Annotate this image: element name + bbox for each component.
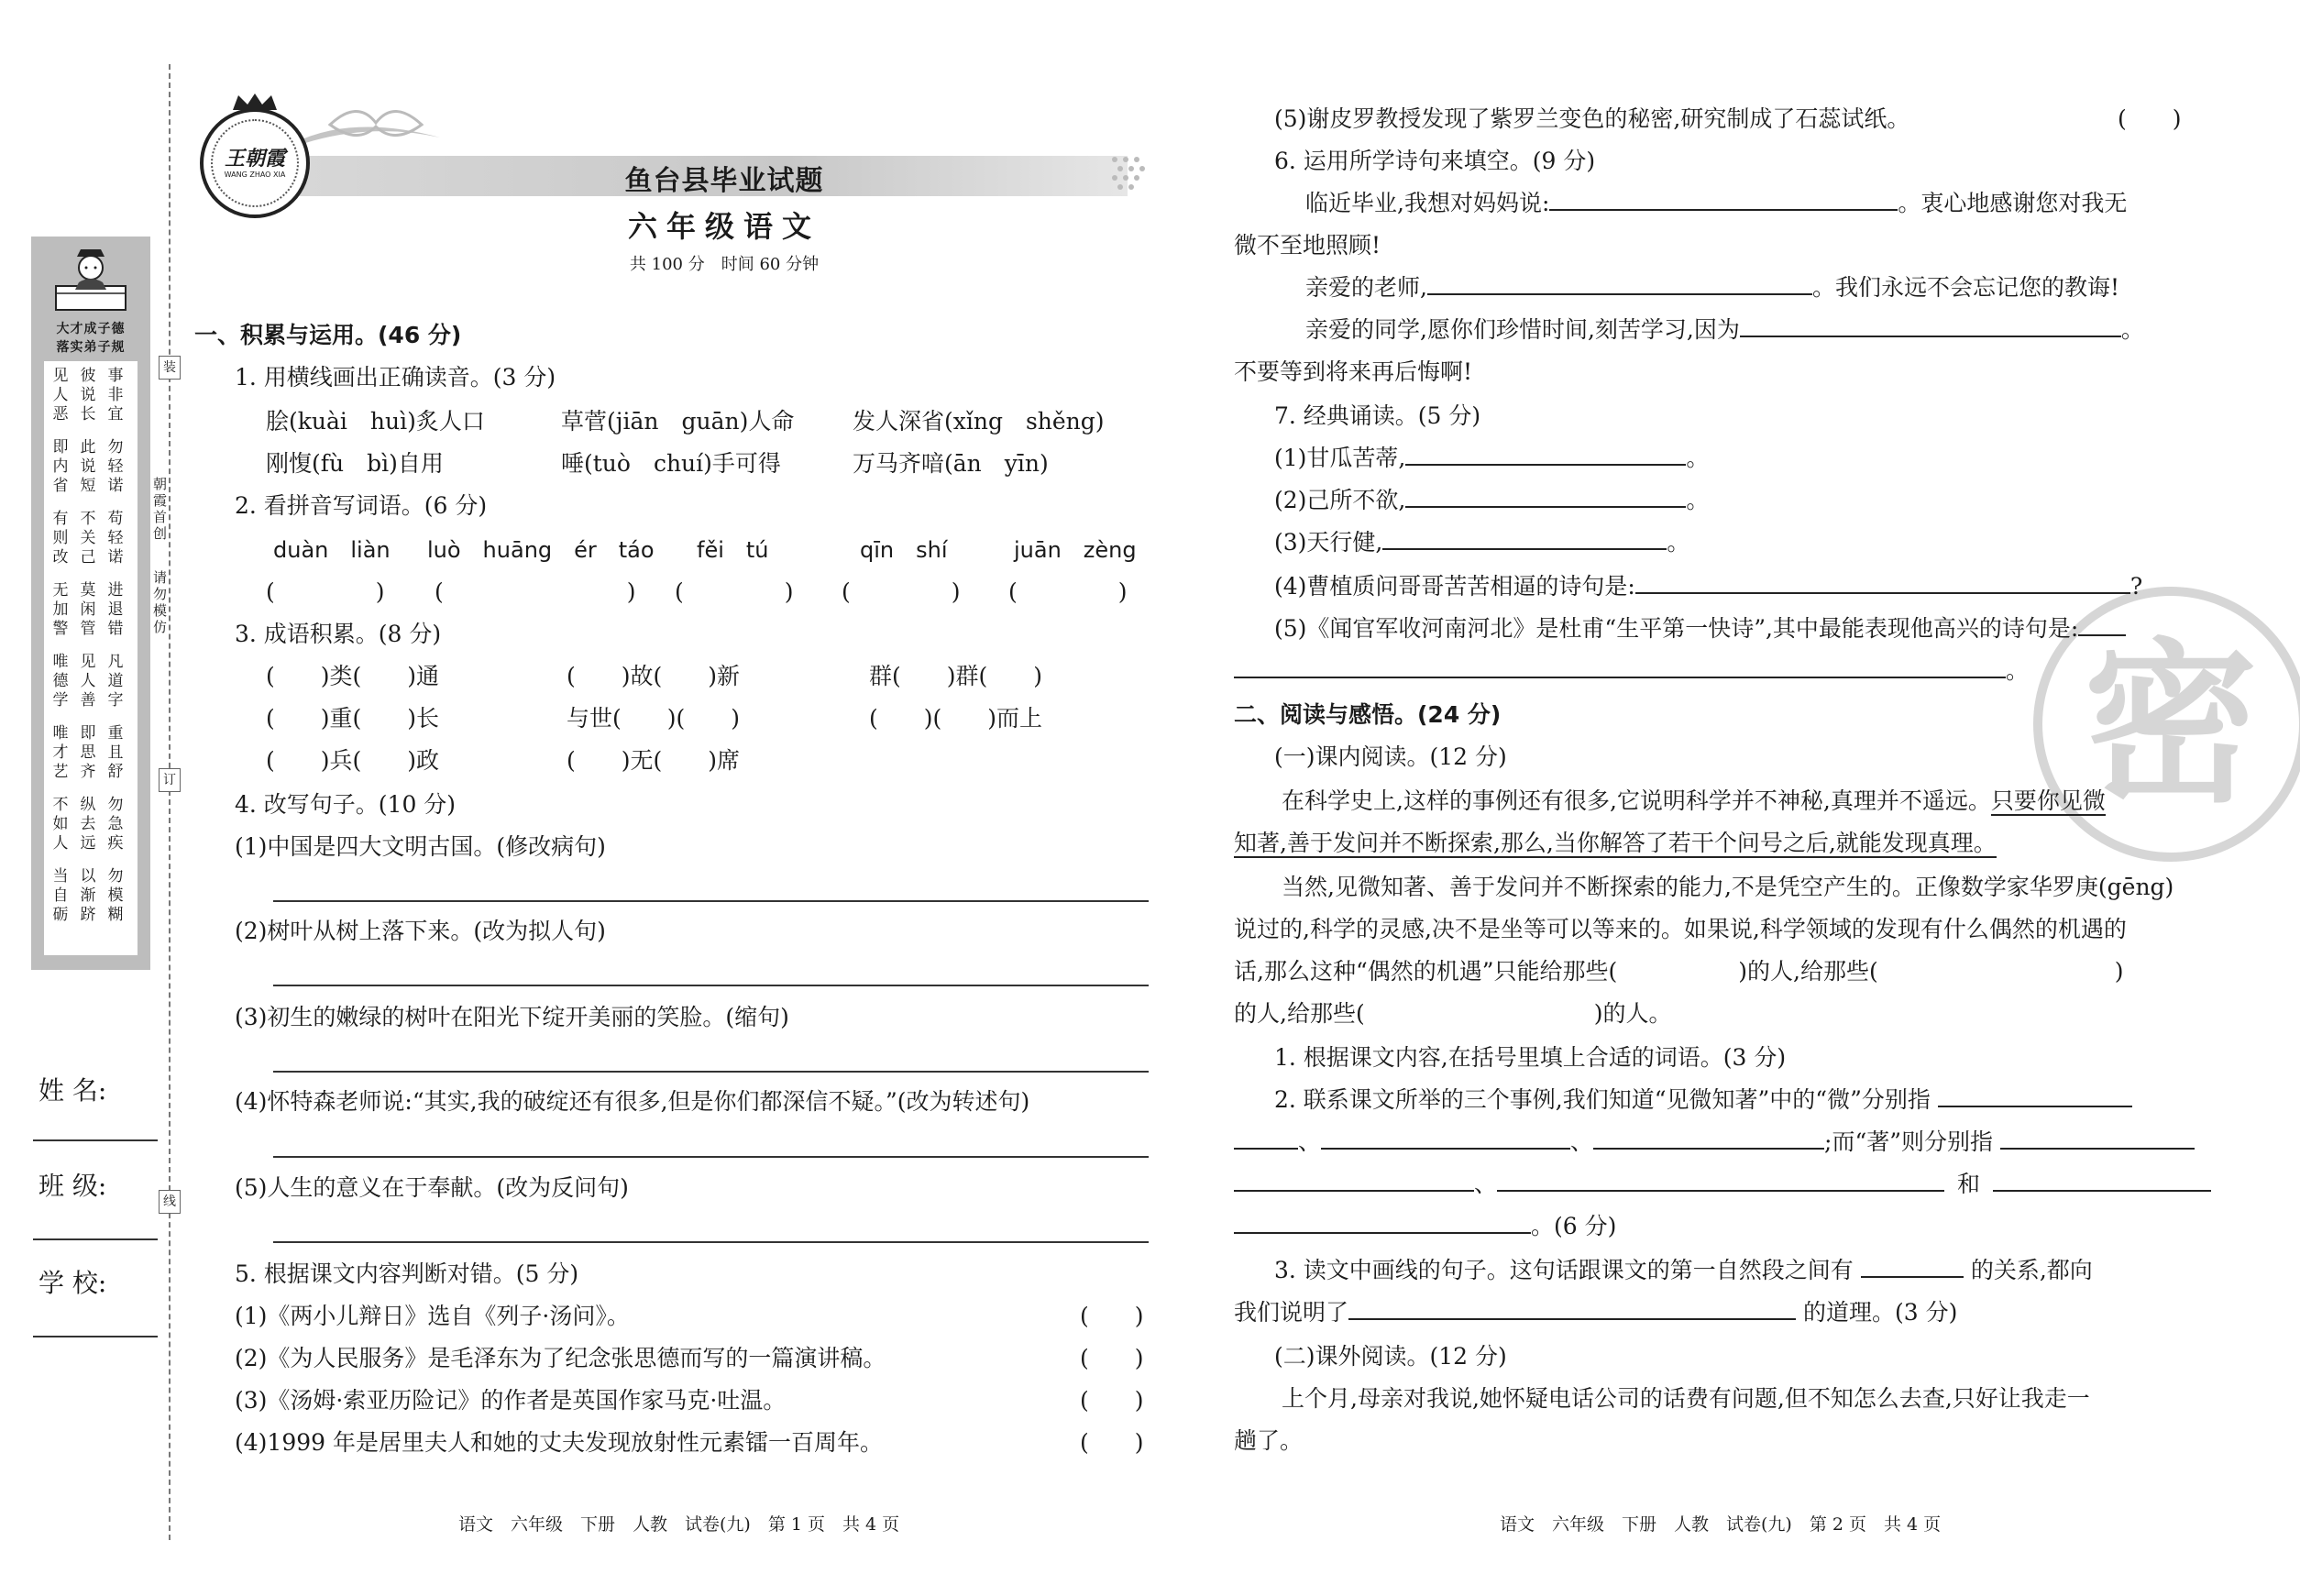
reading-q2-sep-2: 、 <box>1570 1128 1594 1155</box>
reading-q2-sep-1: 、 <box>1298 1128 1322 1155</box>
q7-title: 7. 经典诵读。(5 分) <box>1274 402 1481 429</box>
q2-answer-box-2[interactable]: ( ) <box>435 578 636 605</box>
class-field[interactable] <box>33 1238 158 1240</box>
q7-i3-prompt: (3)天行健, <box>1274 529 1383 556</box>
q2-answer-box-4[interactable]: ( ) <box>842 578 961 605</box>
q2-pinyin-2: luò huāng ér táo <box>427 537 655 563</box>
passage-3-line-1: 上个月,母亲对我说,她怀疑电话公司的话费有问题,但不知怎么去查,只好让我走一 <box>1282 1385 2090 1412</box>
motto-column: 唯德学 <box>52 653 69 710</box>
reading-q2-blank-6[interactable] <box>1234 1170 1474 1192</box>
q7-i4-end: ? <box>2129 573 2143 600</box>
class-label: 班 级: <box>39 1171 107 1201</box>
q6-line-1b: 微不至地照顾! <box>1234 232 1381 259</box>
q2-pinyin-3: fěi tú <box>697 537 769 563</box>
q4-answer-line-3[interactable] <box>273 1071 1149 1073</box>
motto-column: 凡道字 <box>107 653 124 710</box>
q1-item-6[interactable]: 万马齐喑(ān yīn) <box>853 450 1049 477</box>
q5-item-5: (5)谢皮罗教授发现了紫罗兰变色的秘密,研究制成了石蕊试纸。 <box>1274 105 1910 132</box>
reading-q3-line-1 <box>1274 1256 2093 1285</box>
section-1-heading: 一、积累与运用。(46 分) <box>194 322 462 348</box>
q7-i4-prompt: (4)曹植质问哥哥苦苦相逼的诗句是: <box>1274 573 1635 600</box>
q6-l3-prompt: 亲爱的同学,愿你们珍惜时间,刻苦学习,因为 <box>1305 316 1740 343</box>
q3-idiom-5[interactable]: 与世( )( ) <box>567 705 741 732</box>
q4-answer-line-1[interactable] <box>273 900 1149 902</box>
ribbon-bow-icon <box>312 99 440 150</box>
q1-item-3[interactable]: 发人深省(xǐng shěng) <box>853 408 1105 435</box>
passage-2-text-c1: 话,那么这种“偶然的机遇”只能给那些( <box>1234 958 1618 985</box>
passage-1-text-a: 在科学史上,这样的事例还有很多,它说明科学并不神秘,真理并不遥远。 <box>1282 787 1991 814</box>
motto-column: 见人恶 <box>52 367 69 424</box>
q7-blank-1[interactable] <box>1405 444 1686 466</box>
passage-2-text-c3: ) <box>2114 958 2124 985</box>
passage-1-underlined-a: 只要你见微 <box>1990 787 2106 814</box>
q4-item-4: (4)怀特森老师说:“其实,我的破绽还有很多,但是你们都深信不疑。”(改为转述句) <box>235 1088 1030 1115</box>
q7-blank-3[interactable] <box>1382 528 1667 550</box>
motto-column: 彼说长 <box>80 367 96 424</box>
q4-item-2: (2)树叶从树上落下来。(改为拟人句) <box>235 918 606 944</box>
q5-answer-5[interactable]: ( ) <box>2118 105 2182 132</box>
q6-blank-1[interactable] <box>1549 189 1898 211</box>
reading-q3-blank-1[interactable] <box>1861 1256 1964 1278</box>
q6-l1-tail: 。衷心地感谢您对我无 <box>1898 190 2128 216</box>
q6-line-3 <box>1305 315 2144 345</box>
q2-pinyin-5: juān zèng <box>1014 537 1137 563</box>
q5-answer-1[interactable]: ( ) <box>1080 1303 1144 1329</box>
q7-i2-end: 。 <box>1686 487 1710 513</box>
passage-2-text-c2: )的人,给那些( <box>1738 958 1878 985</box>
reading-q2-blank-7[interactable] <box>1497 1170 1944 1192</box>
reading-q2-blank-8[interactable] <box>1993 1170 2211 1192</box>
reading-q2-zhu: ;而“著”则分别指 <box>1824 1128 1994 1155</box>
passage-2-line-4 <box>1234 999 1671 1029</box>
exam-meta: 共 100 分 时间 60 分钟 <box>629 255 820 274</box>
q6-line-1 <box>1305 189 2127 218</box>
reading-q3-tail: 的关系,都向 <box>1970 1257 2093 1283</box>
passage-1-underlined-b: 知著,善于发问并不断探索,那么,当你解答了若干个问号之后,就能发现真理。 <box>1234 830 1997 856</box>
q7-item-4 <box>1274 572 2142 601</box>
logo-crown-icon <box>231 92 279 112</box>
logo-badge <box>200 108 310 218</box>
motto-column: 无加警 <box>52 581 69 638</box>
motto-column: 勿急疾 <box>107 796 124 853</box>
q3-idiom-2[interactable]: ( )故( )新 <box>567 663 741 689</box>
q2-pinyin-1: duàn liàn <box>273 537 391 563</box>
reading-q2-blank-1[interactable] <box>1938 1085 2132 1107</box>
motto-column: 勿模糊 <box>107 867 124 924</box>
reading-q2-line-3 <box>1234 1170 2211 1199</box>
motto-column: 勿轻诺 <box>107 438 124 495</box>
left-page-footer: 语文 六年级 下册 人教 试卷(九) 第 1 页 共 4 页 <box>458 1514 900 1535</box>
q2-answer-box-3[interactable]: ( ) <box>675 578 794 605</box>
binding-label-ding: 订 <box>159 768 181 792</box>
passage-3-line-2: 趟了。 <box>1234 1427 1304 1454</box>
reading-q2-and: 和 <box>1957 1171 1981 1197</box>
banner-dots <box>1109 154 1153 198</box>
q4-item-3: (3)初生的嫩绿的树叶在阳光下绽开美丽的笑脸。(缩句) <box>235 1004 789 1030</box>
motto-column: 见人善 <box>80 653 96 710</box>
q5-item-1: (1)《两小儿辩日》选自《列子·汤问》。 <box>235 1303 630 1329</box>
passage-1-line-1 <box>1282 787 2106 816</box>
motto-column: 纵去远 <box>80 796 96 853</box>
name-label: 姓 名: <box>39 1075 107 1106</box>
reading-q2-blank-9[interactable] <box>1234 1212 1531 1234</box>
q1-item-1[interactable]: 脍(kuài huì)炙人口 <box>266 408 485 435</box>
q6-l3-tail: 。 <box>2120 316 2144 343</box>
q1-item-5[interactable]: 唾(tuò chuí)手可得 <box>561 450 781 477</box>
q6-blank-3[interactable] <box>1740 315 2121 337</box>
passage-2-text-d2: )的人。 <box>1593 1000 1672 1027</box>
school-field[interactable] <box>33 1336 158 1337</box>
motto-column: 苟轻诺 <box>107 510 124 567</box>
q4-answer-line-4[interactable] <box>273 1156 1149 1158</box>
q3-idiom-1[interactable]: ( )类( )通 <box>266 663 440 689</box>
reading-q3-blank-2[interactable] <box>1348 1298 1796 1320</box>
motto-column: 重且舒 <box>107 724 124 781</box>
q5-answer-4[interactable]: ( ) <box>1080 1429 1144 1456</box>
q7-i3-end: 。 <box>1667 529 1690 556</box>
motto-line-2: 落实弟子规 <box>56 340 126 355</box>
binding-dashed-line <box>169 64 171 1540</box>
q6-line-3b: 不要等到将来再后悔啊! <box>1234 358 1473 385</box>
q7-i1-prompt: (1)甘瓜苦蒂, <box>1274 445 1406 471</box>
q6-line-2 <box>1305 273 2119 303</box>
q4-item-1: (1)中国是四大文明古国。(修改病句) <box>235 833 606 860</box>
exam-title: 鱼台县毕业试题 <box>624 165 824 197</box>
q1-item-4[interactable]: 刚愎(fù bì)自用 <box>266 450 444 477</box>
right-page-footer: 语文 六年级 下册 人教 试卷(九) 第 2 页 共 4 页 <box>1500 1514 1942 1535</box>
q7-i1-end: 。 <box>1686 445 1710 471</box>
q7-blank-2[interactable] <box>1405 486 1686 508</box>
passage-2-line-1: 当然,见微知著、善于发问并不断探索的能力,不是凭空产生的。正像数学家华罗庚(gēng) <box>1282 874 2174 900</box>
passage-2-line-3 <box>1234 957 2124 986</box>
motto-column: 事非宜 <box>107 367 124 424</box>
motto-column: 进退错 <box>107 581 124 638</box>
q3-idiom-4[interactable]: ( )重( )长 <box>266 705 440 732</box>
motto-column: 当自砺 <box>52 867 69 924</box>
part-2-title: (二)课外阅读。(12 分) <box>1274 1343 1507 1370</box>
motto-column: 有则改 <box>52 510 69 567</box>
reading-q3-line-2 <box>1234 1298 1957 1327</box>
motto-column: 即内省 <box>52 438 69 495</box>
q7-blank-5b[interactable] <box>1234 656 2006 678</box>
reading-q3-prompt: 3. 读文中画线的句子。这句话跟课文的第一自然段之间有 <box>1274 1257 1854 1283</box>
q6-l2-tail: 。我们永远不会忘记您的教诲! <box>1811 274 2120 301</box>
q7-item-2 <box>1274 486 1709 515</box>
q7-item-5 <box>1274 614 2126 644</box>
q1-item-2[interactable]: 草菅(jiān guān)人命 <box>561 408 795 435</box>
q2-answer-box-5[interactable]: ( ) <box>1008 578 1128 605</box>
reading-q2-blank-5[interactable] <box>2000 1128 2195 1150</box>
q5-item-3: (3)《汤姆·索亚历险记》的作者是英国作家马克·吐温。 <box>235 1387 787 1414</box>
q3-idiom-3[interactable]: 群( )群( ) <box>869 663 1043 689</box>
reading-q2-line-4 <box>1234 1212 1616 1241</box>
reading-q2-blank-2[interactable] <box>1234 1128 1298 1150</box>
q2-pinyin-4: qīn shí <box>860 537 948 563</box>
watermark-text: 密 <box>2083 622 2258 826</box>
q4-answer-line-5[interactable] <box>273 1241 1149 1243</box>
section-2-heading: 二、阅读与感悟。(24 分) <box>1234 701 1502 728</box>
motto-column: 莫闲管 <box>80 581 96 638</box>
motto-column: 不关己 <box>80 510 96 567</box>
q6-l1-prompt: 临近毕业,我想对妈妈说: <box>1305 190 1550 216</box>
q3-title: 3. 成语积累。(8 分) <box>235 621 442 647</box>
reading-q1: 1. 根据课文内容,在括号里填上合适的词语。(3 分) <box>1274 1044 1787 1071</box>
q5-title: 5. 根据课文内容判断对错。(5 分) <box>235 1260 579 1287</box>
school-label: 学 校: <box>39 1268 107 1298</box>
passage-1-line-2 <box>1234 829 1997 858</box>
q7-item-1 <box>1274 444 1709 473</box>
q6-title: 6. 运用所学诗句来填空。(9 分) <box>1274 148 1596 174</box>
subject-title: 六年级语文 <box>627 209 820 244</box>
q7-i5-prompt: (5)《闻官军收河南河北》是杜甫“生平第一快诗”,其中最能表现他高兴的诗句是: <box>1274 615 2079 642</box>
q6-l2-prompt: 亲爱的老师, <box>1305 274 1427 301</box>
q7-i5-end: 。 <box>2006 657 2030 684</box>
passage-2-text-d1: 的人,给那些( <box>1234 1000 1365 1027</box>
motto-line-1: 大才成子德 <box>56 322 126 336</box>
q2-answer-box-1[interactable]: ( ) <box>266 578 385 605</box>
q4-item-5: (5)人生的意义在于奉献。(改为反问句) <box>235 1174 629 1201</box>
reading-q2-prompt: 2. 联系课文所举的三个事例,我们知道“见微知著”中的“微”分别指 <box>1274 1086 1931 1113</box>
q5-item-4: (4)1999 年是居里夫人和她的丈夫发现放射性元素镭一百周年。 <box>235 1429 883 1456</box>
q5-answer-3[interactable]: ( ) <box>1080 1387 1144 1414</box>
reading-q3-end: 的道理。(3 分) <box>1803 1299 1958 1326</box>
q5-item-2: (2)《为人民服务》是毛泽东为了纪念张思德而写的一篇演讲稿。 <box>235 1345 886 1371</box>
motto-column: 即思齐 <box>80 724 96 781</box>
reading-q2-blank-3[interactable] <box>1321 1128 1570 1150</box>
motto-column: 以渐跻 <box>80 867 96 924</box>
q7-item-5b <box>1234 656 2029 686</box>
motto-column: 不如人 <box>52 796 69 853</box>
q4-title: 4. 改写句子。(10 分) <box>235 791 457 818</box>
q3-idiom-6[interactable]: ( )( )而上 <box>869 705 1043 732</box>
q7-item-3 <box>1274 528 1689 557</box>
reading-q2-blank-4[interactable] <box>1593 1128 1824 1150</box>
scholar-illustration-icon <box>51 242 130 314</box>
passage-2-line-2: 说过的,科学的灵感,决不是坐等可以等来的。如果说,科学领域的发现有什么偶然的机遇的 <box>1234 916 2127 942</box>
q6-blank-2[interactable] <box>1427 273 1812 295</box>
q7-i2-prompt: (2)己所不欲, <box>1274 487 1406 513</box>
q5-answer-2[interactable]: ( ) <box>1080 1345 1144 1371</box>
copyright-note-2: 请勿模仿 <box>151 570 168 636</box>
q3-idiom-7[interactable]: ( )兵( )政 <box>266 747 440 774</box>
motto-column: 唯才艺 <box>52 724 69 781</box>
binding-label-zhuang: 装 <box>159 356 181 380</box>
binding-label-xian: 线 <box>159 1190 181 1214</box>
logo-sub: WANG ZHAO XIA <box>224 171 286 179</box>
q7-blank-5a[interactable] <box>2078 614 2126 636</box>
reading-q2-line-2 <box>1234 1128 2195 1157</box>
q4-answer-line-2[interactable] <box>273 985 1149 986</box>
q1-title: 1. 用横线画出正确读音。(3 分) <box>235 364 556 391</box>
reading-q2-points: 。(6 分) <box>1531 1213 1617 1239</box>
reading-q2-line-1 <box>1274 1085 2132 1115</box>
q7-blank-4[interactable] <box>1635 572 2130 594</box>
q2-title: 2. 看拼音写词语。(6 分) <box>235 492 488 519</box>
logo-text: 王朝霞 <box>224 147 285 171</box>
part-1-title: (一)课内阅读。(12 分) <box>1274 743 1507 770</box>
copyright-note-1: 朝霞首创 <box>151 477 168 543</box>
reading-q2-sep-3: 、 <box>1474 1171 1498 1197</box>
reading-q3-prompt-2: 我们说明了 <box>1234 1299 1349 1326</box>
q3-idiom-8[interactable]: ( )无( )席 <box>567 747 741 774</box>
name-field[interactable] <box>33 1139 158 1141</box>
motto-column: 此说短 <box>80 438 96 495</box>
